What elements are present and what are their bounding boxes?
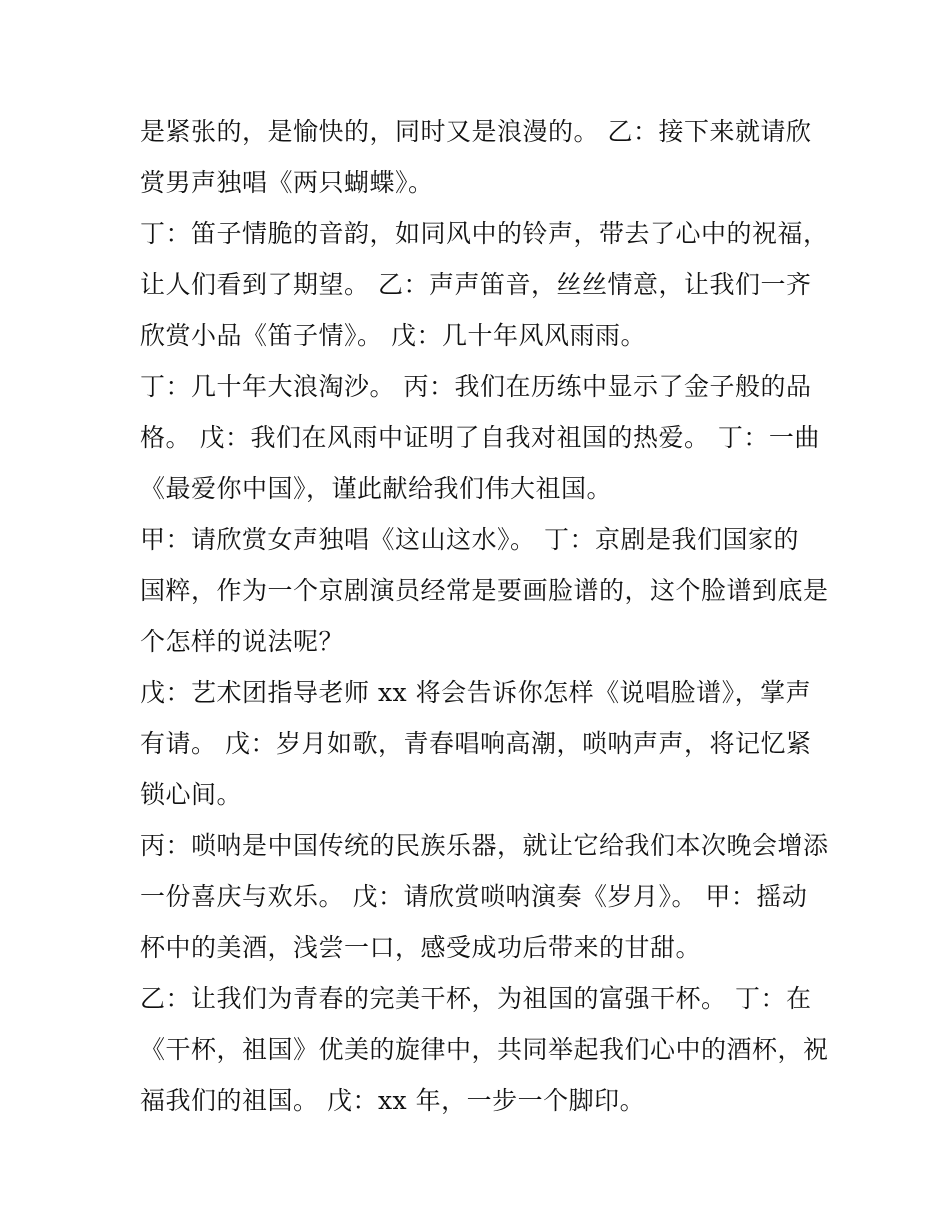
text-line: 欣赏小品《笛子情》。 戊：几十年风风雨雨。: [140, 321, 646, 350]
text-line: 丙：唢呐是中国传统的民族乐器，就让它给我们本次晚会增添: [140, 831, 829, 860]
text-line: 一份喜庆与欢乐。 戊：请欣赏唢呐演奏《岁月》。 甲：摇动: [140, 882, 808, 911]
text-line: 《干杯，祖国》优美的旋律中，共同举起我们心中的酒杯，祝: [140, 1035, 829, 1064]
text-line: 锁心间。: [140, 780, 243, 809]
text-line: 甲：请欣赏女声独唱《这山这水》。 丁：京剧是我们国家的: [140, 525, 799, 554]
text-line: 个怎样的说法呢？: [140, 627, 345, 656]
text-line: 格。 戊：我们在风雨中证明了自我对祖国的热爱。 丁：一曲: [140, 423, 820, 452]
text-line: 是紧张的，是愉快的，同时又是浪漫的。 乙：接下来就请欣: [140, 117, 812, 146]
text-line: 福我们的祖国。 戊：xx 年，一步一个脚印。: [140, 1086, 646, 1115]
text-line: 杯中的美酒，浅尝一口，感受成功后带来的甘甜。: [140, 933, 702, 962]
text-line: 赏男声独唱《两只蝴蝶》。: [140, 168, 434, 197]
text-line: 丁：几十年大浪淘沙。 丙：我们在历练中显示了金子般的品: [140, 372, 812, 401]
text-line: 国粹，作为一个京剧演员经常是要画脸谱的，这个脸谱到底是: [140, 576, 829, 605]
text-line: 《最爱你中国》，谨此献给我们伟大祖国。: [140, 474, 613, 503]
text-line: 有请。 戊：岁月如歌，青春唱响高潮，唢呐声声，将记忆紧: [140, 729, 812, 758]
text-line: 戊：艺术团指导老师 xx 将会告诉你怎样《说唱脸谱》，掌声: [140, 678, 812, 707]
document-body: [140, 106, 830, 1126]
text-line: 丁：笛子情脆的音韵，如同风中的铃声，带去了心中的祝福，: [140, 219, 829, 248]
text-line: 让人们看到了期望。 乙：声声笛音，丝丝情意，让我们一齐: [140, 270, 812, 299]
text-line: 乙：让我们为青春的完美干杯，为祖国的富强干杯。 丁：在: [140, 984, 812, 1013]
